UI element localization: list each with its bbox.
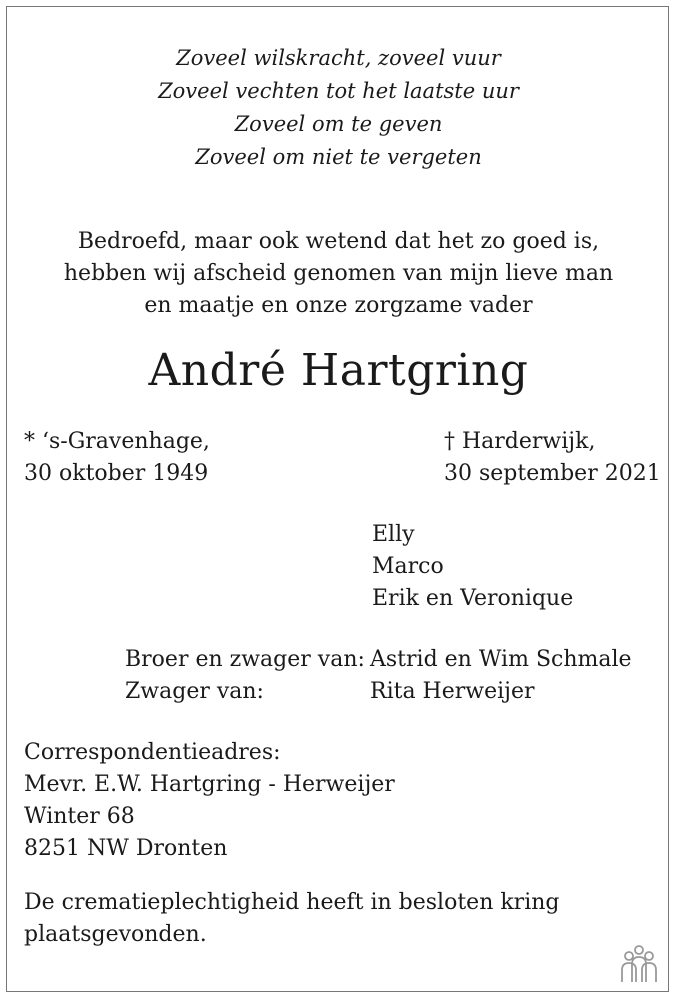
relation-name: Rita Herweijer (370, 679, 535, 704)
death-date: 30 september 2021 (444, 461, 661, 486)
relation-label: Zwager van: (125, 679, 264, 704)
poem-line: Zoveel wilskracht, zoveel vuur (176, 46, 501, 70)
relation-names (370, 644, 632, 708)
intro-line: hebben wij afscheid genomen van mijn lieve man (63, 261, 614, 286)
correspondence-address (24, 737, 395, 865)
cremation-line: plaatsgevonden. (24, 922, 207, 947)
poem-line: Zoveel vechten tot het laatste uur (158, 79, 519, 103)
deceased-name: André Hartgring (148, 345, 529, 396)
poem-line: Zoveel om te geven (234, 112, 443, 136)
relation-name: Astrid en Wim Schmale (370, 647, 632, 672)
cremation-line: De crematieplechtigheid heeft in besloten kring (24, 890, 560, 915)
death-info (444, 426, 661, 490)
birth-info (24, 426, 210, 490)
poem (0, 42, 677, 174)
intro-text (0, 226, 677, 322)
birth-date: 30 oktober 1949 (24, 461, 209, 486)
family-list (372, 519, 573, 615)
family-member: Marco (372, 554, 444, 579)
correspondence-heading: Correspondentieadres: (24, 740, 281, 765)
relation-labels (125, 644, 365, 708)
cremation-note (24, 887, 560, 951)
address-line: 8251 NW Dronten (24, 836, 228, 861)
intro-line: en maatje en onze zorgzame vader (144, 293, 533, 318)
address-line: Winter 68 (24, 804, 135, 829)
people-group-icon (617, 944, 661, 984)
family-member: Elly (372, 522, 415, 547)
intro-line: Bedroefd, maar ook wetend dat het zo goed is, (77, 229, 600, 254)
death-place: † Harderwijk, (444, 429, 596, 454)
poem-line: Zoveel om niet te vergeten (195, 145, 482, 169)
address-line: Mevr. E.W. Hartgring - Herweijer (24, 772, 395, 797)
relation-label: Broer en zwager van: (125, 647, 365, 672)
family-member: Erik en Veronique (372, 586, 574, 611)
birth-place: * ‘s-Gravenhage, (24, 429, 210, 454)
